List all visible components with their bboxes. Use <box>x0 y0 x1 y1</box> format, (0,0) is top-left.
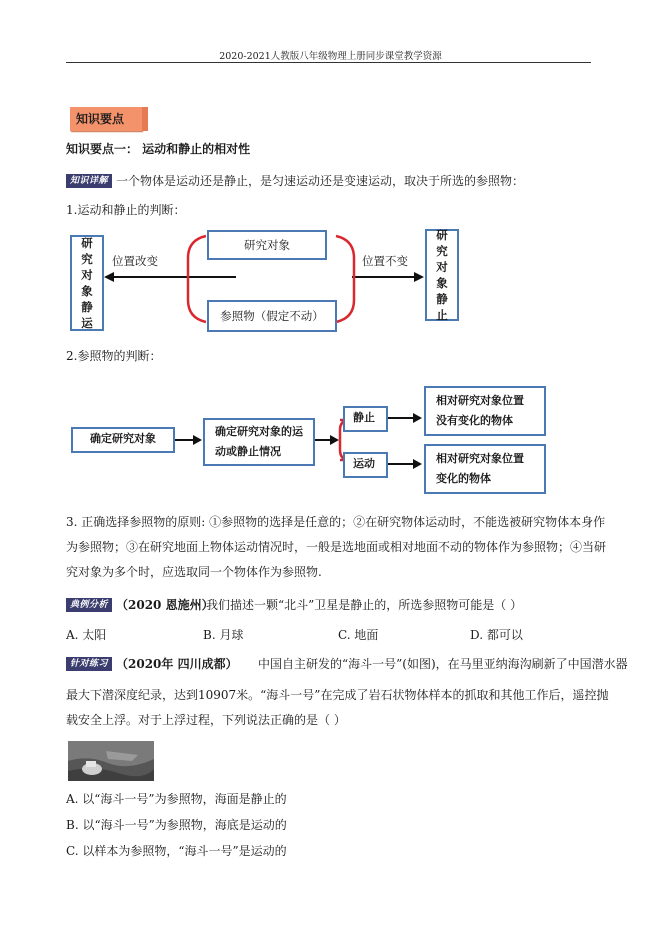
arrow-left-head <box>104 272 114 282</box>
intro-text: 一个物体是运动还是静止，是匀速运动还是变速运动，取决于所选的参照物： <box>116 174 525 188</box>
item3-line1: 3. 正确选择参照物的原则: ①参照物的选择是任意的；②在研究物体运动时，不能选被研究物体本身作 <box>66 515 606 529</box>
badge-example: 典例分析 <box>66 598 112 612</box>
example-option-c: C. 地面 <box>338 628 379 642</box>
submersible-photo <box>68 741 154 781</box>
arrow-step1-head <box>193 435 202 445</box>
practice-line2: 最大下潜深度纪录，达到10907米。“海斗一号”在完成了岩石状物体样本的抓取和其他工作后，遥控抛 <box>66 688 609 702</box>
item1-label: 1.运动和静止的判断： <box>66 203 186 217</box>
box-static-object-text: 研究对象静止 <box>436 228 448 322</box>
example-option-d: D. 都可以 <box>470 628 523 642</box>
box-static: 静止 <box>343 406 388 432</box>
label-position-changed: 位置改变 <box>112 254 158 268</box>
arrow-right-head <box>414 272 424 282</box>
box-determine-state: 确定研究对象的运动或静止情况 <box>203 418 315 466</box>
practice-line3: 载安全上浮。对于上浮过程，下列说法正确的是（ ） <box>66 713 346 727</box>
box-reference-object: 参照物（假定不动） <box>207 300 337 332</box>
box-determine-object: 确定研究对象 <box>71 427 175 453</box>
example-option-a: A. 太阳 <box>66 628 107 642</box>
box-result-moving: 相对研究对象位置变化的物体 <box>424 444 546 494</box>
box-moving-object <box>70 235 104 331</box>
practice-option-b: B. 以“海斗一号”为参照物，海底是运动的 <box>66 818 287 832</box>
page-header-title: 2020-2021人教版八年级物理上册同步课堂教学资源 <box>219 51 442 62</box>
header-rule <box>66 62 591 63</box>
box-static-object <box>425 229 459 321</box>
badge-detail: 知识详解 <box>66 174 112 188</box>
section-tag: 知识要点 <box>70 107 142 131</box>
arrow-static-head <box>413 413 422 423</box>
practice-option-c: C. 以样本为参照物，“海斗一号”是运动的 <box>66 844 287 858</box>
box-moving-object-text: 研究对象静运 <box>81 236 93 330</box>
item3-line2: 为参照物；③在研究地面上物体运动情况时，一般是选地面或相对地面不动的物体作为参照物；④当研 <box>66 540 607 554</box>
label-position-unchanged: 位置不变 <box>362 254 408 268</box>
example-option-b: B. 月球 <box>203 628 244 642</box>
arrow-step2-head <box>330 435 339 445</box>
example-source: （2020 恩施州） <box>116 598 214 612</box>
box-result-static: 相对研究对象位置没有变化的物体 <box>424 386 546 436</box>
item3-line3: 究对象为多个时，应选取同一个物体作为参照物. <box>66 565 322 579</box>
practice-line1: 中国自主研发的“海斗一号”(如图)，在马里亚纳海沟刷新了中国潜水器 <box>258 657 628 671</box>
bracket-right <box>336 236 354 322</box>
box-research-object: 研究对象 <box>207 230 327 260</box>
point1-title: 知识要点一： 运动和静止的相对性 <box>66 142 251 156</box>
item2-label: 2.参照物的判断： <box>66 349 162 363</box>
bracket-left <box>188 236 206 322</box>
practice-option-a: A. 以“海斗一号”为参照物，海面是静止的 <box>66 792 287 806</box>
submersible-photo-art <box>68 741 154 781</box>
example-question: 我们描述一颗“北斗”卫星是静止的，所选参照物可能是（ ） <box>206 598 523 612</box>
arrow-moving-head <box>413 459 422 469</box>
box-moving: 运动 <box>343 452 388 478</box>
badge-practice: 针对练习 <box>66 657 112 671</box>
practice-source: （2020年 四川成都） <box>116 657 238 671</box>
